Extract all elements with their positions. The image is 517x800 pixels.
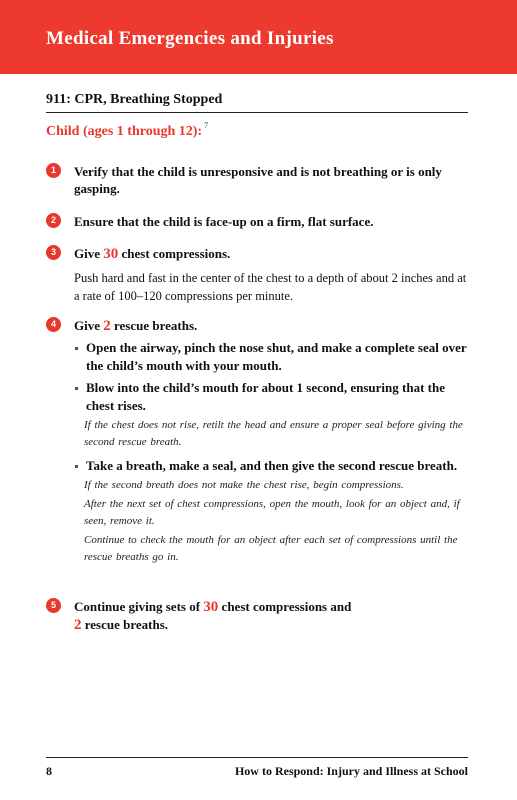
footnote-ref: 7 [204, 121, 209, 130]
compression-count: 30 [103, 246, 119, 262]
compression-count: 30 [203, 599, 219, 615]
step-number-badge: 5 [46, 598, 61, 613]
step-number-badge: 2 [46, 213, 61, 228]
step-number-badge: 3 [46, 245, 61, 260]
list-item: Open the airway, pinch the nose shut, and make a complete seal over the child’s mouth with your mouth. [74, 339, 469, 375]
step-heading [74, 317, 469, 335]
note-text: Continue to check the mouth for an object after each set of compressions until the rescue breaths go in. [84, 534, 458, 563]
step-number-badge: 4 [46, 317, 61, 332]
page-number: 8 [46, 764, 52, 778]
heading-text: chest compressions and [218, 599, 352, 614]
page-title: Medical Emergencies and Injuries [46, 28, 334, 49]
step-heading [74, 245, 469, 263]
subtitle-text: Child (ages 1 through 12): [46, 124, 203, 139]
breath-count: 2 [103, 318, 111, 334]
heading-text: rescue breaths. [110, 318, 198, 333]
step-number-badge: 1 [46, 163, 61, 178]
note-text: If the chest does not rise, retilt the head and ensure a proper seal before giving the second rescue breath. [84, 419, 463, 448]
section-divider [46, 112, 468, 113]
heading-text: chest compressions. [118, 246, 231, 261]
heading-text: rescue breaths. [81, 617, 169, 632]
footer-divider [46, 757, 468, 758]
heading-text: Give [74, 318, 104, 333]
header-banner [0, 0, 517, 74]
step-heading [74, 598, 469, 634]
note-text: After the next set of chest compressions, open the mouth, look for an object and, if seen, remove it. [84, 498, 460, 527]
footer-title: How to Respond: Injury and Illness at School [234, 764, 468, 778]
step-heading: Verify that the child is unresponsive and is not breathing or is only gasping. [74, 164, 442, 196]
list-item: Take a breath, make a seal, and then give the second rescue breath. [74, 457, 469, 475]
step-heading: Ensure that the child is face-up on a firm, flat surface. [74, 214, 374, 229]
breath-count: 2 [74, 617, 82, 633]
age-group-subtitle [46, 121, 208, 140]
step-instruction: Push hard and fast in the center of the chest to a depth of about 2 inches and at a rate of 100–120 compressions per minute. [74, 271, 467, 303]
heading-text: Continue giving sets of [74, 599, 204, 614]
list-item: Blow into the child’s mouth for about 1 second, ensuring that the chest rises. [74, 379, 469, 415]
heading-text: Give [74, 246, 104, 261]
note-text: If the second breath does not make the chest rise, begin compressions. [84, 479, 404, 491]
section-title: 911: CPR, Breathing Stopped [46, 92, 223, 107]
